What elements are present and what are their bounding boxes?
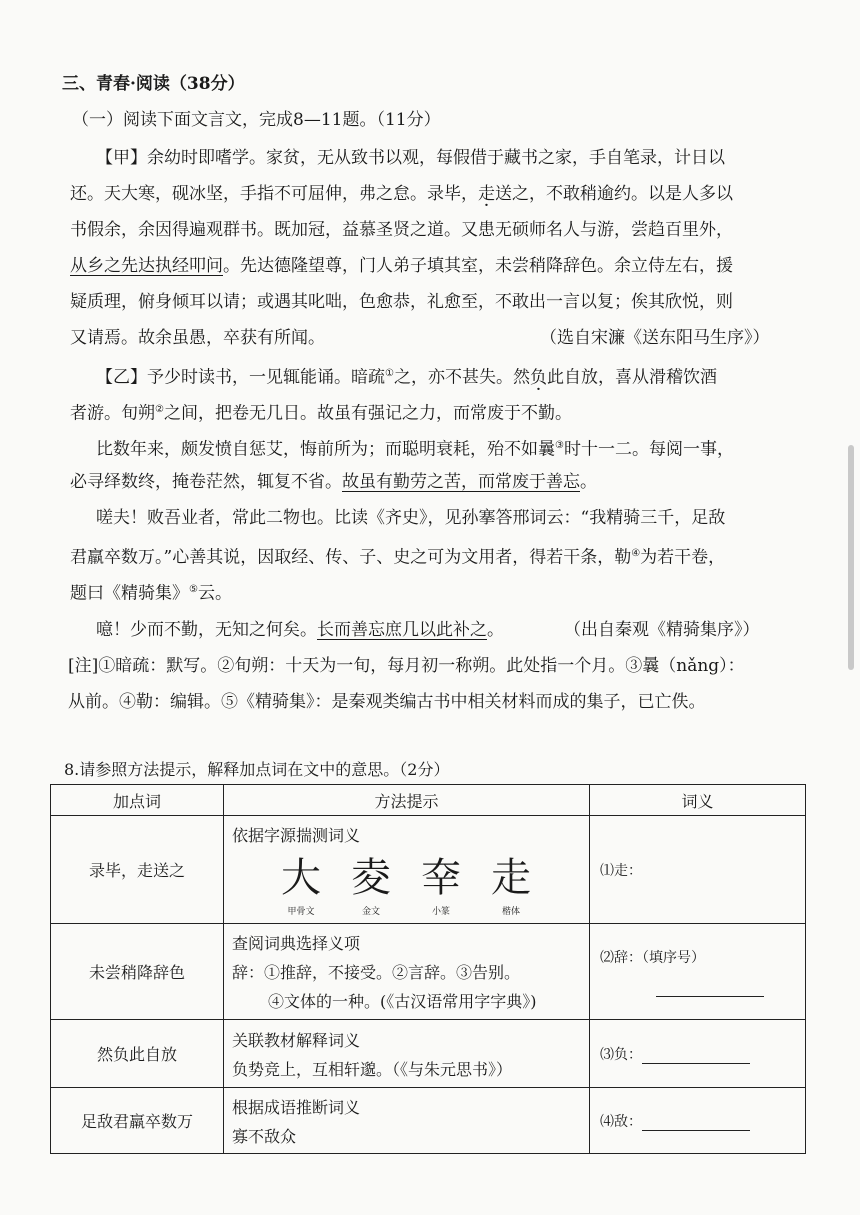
method-line: ④文体的一种。(《古汉语常用字字典》) [268, 992, 537, 1011]
passage-yi-line-2 [70, 398, 572, 426]
word-cell: 足敌君羸卒数万 [51, 1088, 224, 1154]
answer-label: ⑷敌： [600, 1113, 642, 1130]
glyph-char: 夌 [351, 854, 391, 901]
passage-yi-line-3 [96, 434, 734, 462]
passage-jia-source: （选自宋濂《送东阳马生序》） [540, 328, 770, 348]
header-meaning: 词义 [590, 785, 806, 816]
text-span: 。先达德隆望尊，门人弟子填其室，未尝稍降辞色。余立侍左右，援 [223, 256, 733, 276]
text-span: 题曰《精骑集》 [70, 583, 189, 604]
passage-yi-line-7 [70, 578, 232, 606]
answer-blank[interactable] [642, 1049, 750, 1064]
method-cell [224, 924, 590, 1020]
table-header-row [51, 785, 806, 816]
q8-table [50, 784, 806, 1154]
glyph-caption: 甲骨文 [287, 906, 315, 917]
footnote-marker: ② [155, 404, 164, 415]
glyph-char: 㚔 [421, 854, 461, 901]
method-cell [224, 1020, 590, 1088]
glyph-char: 大 [281, 854, 321, 901]
method-cell [224, 816, 590, 924]
table-row [51, 924, 806, 1020]
text-span: 【乙】予少时读书，一见辄能诵。暗疏 [96, 367, 385, 388]
answer-blank[interactable] [656, 982, 764, 997]
passage-jia-line-3: 书假余，余因得遍观群书。既加冠，益慕圣贤之道。又患无硕师名人与游，尝趋百里外， [70, 220, 733, 240]
underlined-sentence-jia: 从乡之先达执经叩问 [70, 256, 223, 276]
underlined-sentence-yi-1: 故虽有勤劳之苦，而常废于善忘 [342, 472, 580, 492]
passage-yi-line-8 [96, 618, 504, 642]
method-line: 寡不敌众 [232, 1126, 297, 1146]
text-span: 必寻绎数终，掩卷茫然，辄复不省。 [70, 472, 342, 492]
word-cell: 录毕，走送之 [51, 816, 224, 924]
table-row [51, 816, 806, 924]
passage-yi-line-4 [70, 470, 597, 494]
passage-yi-line-5: 嗟夫！败吾业者，常此二物也。比读《齐史》，见孙搴答邢词云：“我精骑三千，足敌 [96, 508, 726, 528]
answer-cell[interactable]: ⑴走： [590, 816, 806, 924]
answer-cell[interactable] [590, 924, 806, 1020]
passage-yi-line-6 [70, 542, 725, 570]
glyph-caption: 小篆 [431, 906, 450, 917]
footnote-marker: ③ [555, 440, 564, 451]
text-span: 此自放，喜从滑稽饮酒 [546, 367, 717, 388]
text-span: 还。天大寒，砚冰坚，手指不可屈伸，弗之怠。录毕， [70, 184, 478, 204]
text-span: 之，亦不甚失。然 [393, 367, 530, 388]
passage-jia-line-4 [70, 254, 733, 278]
text-span: 君羸卒数万。”心善其说，因取经、传、子、史之可为文用者，得若干条，勒 [70, 547, 632, 568]
method-cell [224, 1088, 590, 1154]
passage-jia-line-5: 疑质理，俯身倾耳以请；或遇其叱咄，色愈恭，礼愈至，不敢出一言以复；俟其欣悦，则 [70, 292, 733, 312]
footnote-marker: ④ [631, 548, 641, 559]
text-span: 送之，不敢稍逾约。以是人多以 [495, 184, 733, 204]
glyph-char: 走 [491, 854, 531, 901]
glyph-oracle [266, 854, 336, 917]
glyph-caption: 金文 [361, 906, 380, 917]
answer-label: ⑶负： [600, 1046, 642, 1063]
header-word: 加点词 [51, 785, 224, 816]
dotted-word-fu: 负 [529, 367, 547, 388]
word-cell: 然负此自放 [51, 1020, 224, 1088]
table-row [51, 1020, 806, 1088]
text-span: 之间，把卷无几日。故虽有强记之力，而常废于不勤。 [163, 403, 572, 424]
glyph-regular [476, 854, 546, 917]
text-span: 比数年来，颇发愤自惩艾，悔前所为；而聪明衰耗，殆不如曩 [96, 439, 555, 460]
part-title: （一）阅读下面文言文，完成8—11题。（11分） [72, 110, 441, 130]
glyph-caption: 楷体 [501, 906, 520, 917]
notes-line-1: [注]①暗疏：默写。②旬朔：十天为一旬，每月初一称朔。此处指一个月。③曩（nǎng）： [68, 656, 745, 676]
footnote-marker: ⑤ [189, 584, 198, 595]
answer-blank-wrap [600, 981, 805, 997]
text-span: 噫！少而不勤，无知之何矣。 [96, 620, 317, 640]
text-span: 时十一二。每阅一事， [563, 439, 734, 460]
section-title: 三、青春·阅读（38分） [62, 74, 245, 94]
passage-jia-line-1: 【甲】余幼时即嗜学。家贫，无从致书以观，每假借于藏书之家，手自笔录，计日以 [96, 148, 725, 168]
method-line: 辞：①推辞，不接受。②言辞。③告别。 [232, 963, 521, 982]
passage-yi-source: （出自秦观《精骑集序》） [564, 620, 760, 640]
text-span: 。 [487, 620, 504, 640]
method-title: 查阅词典选择义项 [232, 934, 361, 953]
dotted-word-zou: 走 [478, 184, 495, 204]
glyph-bronze [336, 854, 406, 917]
answer-cell[interactable] [590, 1020, 806, 1088]
answer-cell[interactable] [590, 1088, 806, 1154]
text-span: 为若干卷， [640, 547, 726, 568]
underlined-sentence-yi-2: 长而善忘庶几以此补之 [317, 620, 487, 640]
word-cell: 未尝稍降辞色 [51, 924, 224, 1020]
scrollbar-thumb[interactable] [848, 445, 854, 670]
q8-title: 8.请参照方法提示，解释加点词在文中的意思。（2分） [64, 760, 450, 779]
glyph-seal [406, 854, 476, 917]
header-method: 方法提示 [224, 785, 590, 816]
text-span: 者游。旬朔 [70, 403, 155, 424]
answer-blank[interactable] [642, 1116, 750, 1131]
footnote-marker: ① [385, 368, 394, 379]
text-span: 云。 [197, 583, 232, 604]
passage-jia-line-6: 又请焉。故余虽愚，卒获有所闻。 [70, 328, 325, 348]
passage-yi-line-1 [96, 362, 717, 390]
method-title: 根据成语推断词义 [232, 1097, 361, 1117]
notes-line-2: 从前。④勒：编辑。⑤《精骑集》：是秦观类编古书中相关材料而成的集子，已亡佚。 [68, 692, 706, 712]
method-title: 关联教材解释词义 [232, 1030, 361, 1050]
table-row [51, 1088, 806, 1154]
etymology-glyphs [266, 854, 589, 917]
text-span: 。 [580, 472, 597, 492]
method-title: 依据字源揣测词义 [232, 825, 361, 845]
method-line: 负势竞上，互相轩邈。（《与朱元思书》） [232, 1059, 513, 1079]
passage-jia-line-2 [70, 182, 733, 206]
answer-label: ⑵辞：（填序号） [600, 949, 705, 966]
